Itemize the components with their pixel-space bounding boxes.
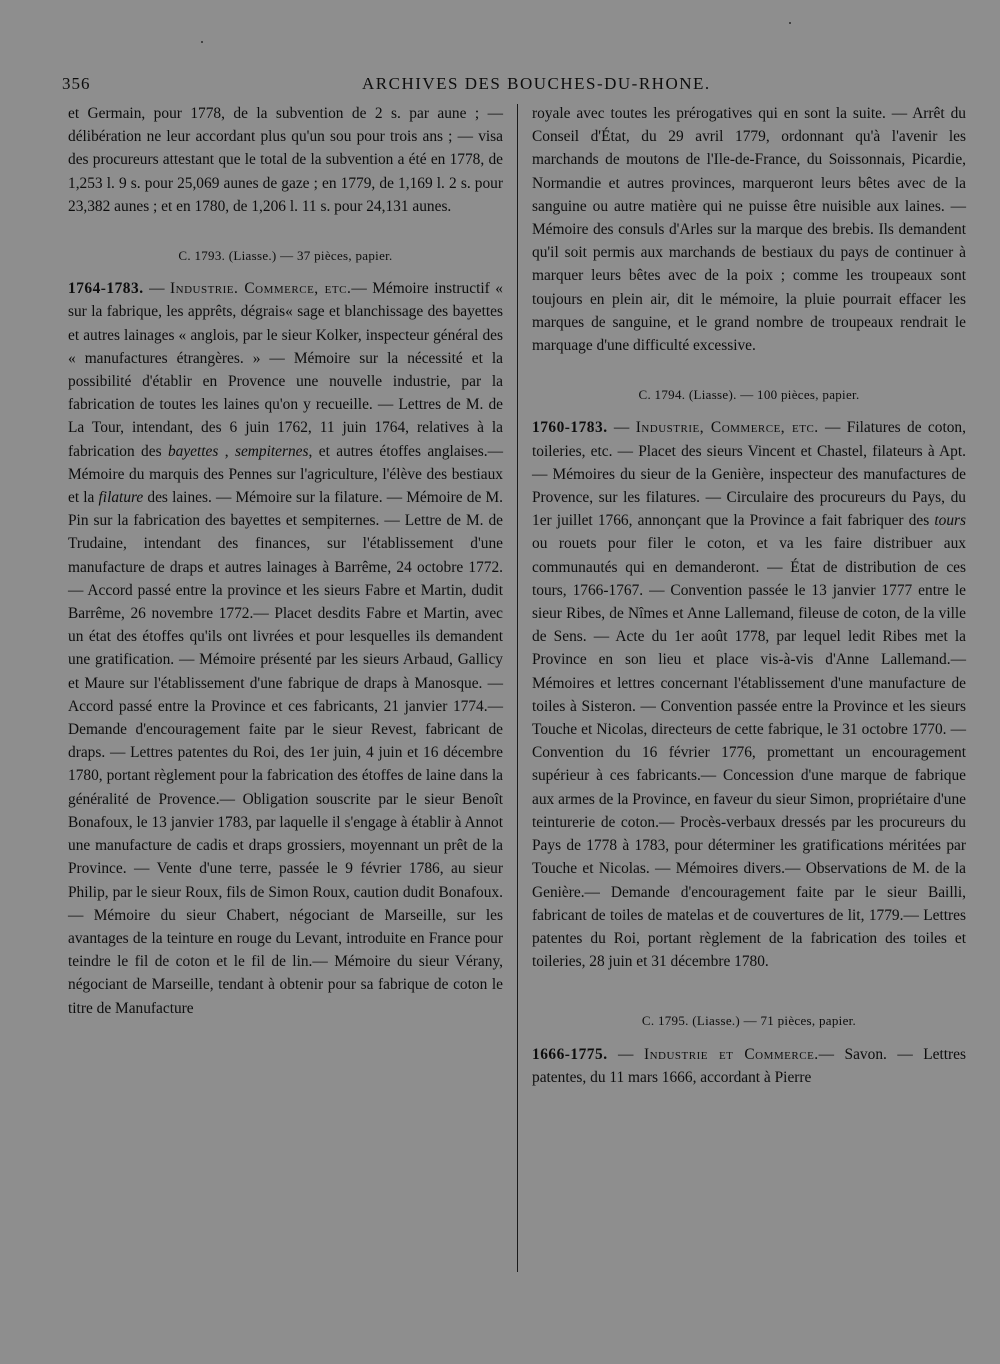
entry-text: — Mémoire instructif « sur la fabrique, les apprêts, dégrais« sage et blanchissage des bayettes et autres lainages « anglois, par le sieur Kolker, inspecteur général des « manufactures étrangères. » — Mémoire sur la nécessité et la possibilité d'établir en Provence une nouvelle industrie, par la fabrication de toutes les laines qu'on y recueille. — Lettres de M. de La Tour, intendant, des 6 juin 1762, 11 juin 1764, relatives à la fabrication des [68,280,503,460]
page-speck [201,41,203,43]
cote-c1793: C. 1793. (Liasse.) — 37 pièces, papier. [178,248,393,264]
entry-text: — Savon. — Lettres patentes, du 11 mars 1666, accordant à Pierre [532,1045,966,1086]
page-number: 356 [62,74,91,93]
right-continuation-paragraph: royale avec toutes les prérogatives qui en sont la suite. — Arrêt du Conseil d'État, du 29 avril 1779, ordonnant qu'à l'avenir les marchands de moutons de l'Ile-de-France, du Soissonnais, Picardie, Normandie et autres provinces, marqueront leurs bêtes avec de la sanguine ou autre matière qui ne puisse être nuisible aux laines. — Mémoire des consuls d'Arles sur la marque des brebis. Ils demandent qu'il soit permis aux marchands de bestiaux du pays de continuer à marquer leurs bêtes avec de la poix ; comme les troupeaux sont toujours en plein air, dit le mémoire, la pluie pourrait effacer les marques de sanguine, et le grand nombre de troupeaux rendrait le marquage d'une difficulté excessive. [532,105,966,355]
entry-c1795 [532,1043,966,1089]
entry-c1793 [68,277,503,1020]
cote-c1794: C. 1794. (Liasse). — 100 pièces, papier. [638,387,860,403]
entry-italic-term: sempiternes [234,442,309,460]
entry-italic-term: bayettes [167,442,219,460]
entry-dash: — [607,419,636,437]
left-continuation-paragraph: et Germain, pour 1778, de la subvention de 2 s. par aune ; — délibération ne leur accordant plus qu'un sou pour trois ans ; — visa des procureurs attestant que le total de la subvention a été en 1778, de 1,253 l. 9 s. pour 25,069 aunes de gaze ; en 1779, de 1,169 l. 2 s. pour 23,382 aunes ; et en 1780, de 1,206 l. 11 s. pour 24,131 aunes. [68,105,503,215]
right-column [532,102,966,1089]
page-speck [789,22,791,24]
entry-text: , et autres étoffes anglaises.— Mémoire du marquis des Pennes sur l'agriculture, l'élève des bestiaux et la [68,442,503,507]
entry-dash: — [143,280,171,298]
running-title: ARCHIVES DES BOUCHES-DU-RHONE. [362,74,711,93]
entry-dates: 1666-1775. [532,1045,608,1063]
left-column [68,102,503,1020]
cote-c1795: C. 1795. (Liasse.) — 71 pièces, papier. [641,1013,857,1029]
entry-c1794 [532,416,966,973]
entry-dash: — [607,1045,644,1063]
entry-category: Industrie. Commerce, etc. [170,280,352,298]
entry-category: Industrie, Commerce, etc. [635,419,819,437]
entry-italic-term: tours [934,512,966,530]
entry-text: — Filatures de coton, toileries, etc. — Placet des sieurs Vincent et Chastel, filateurs à Apt. — Mémoires du sieur de la Genière, inspecteur des manufactures de Provence, sur les filatures. — Circulaire des procureurs du Pays, du 1er juillet 1766, annonçant que la Province a fait fabriquer des [532,419,966,530]
entry-italic-term: filature [98,489,144,507]
entry-dates: 1764-1783. [68,280,144,298]
entry-text: , [218,442,235,460]
entry-text: des laines. — Mémoire sur la filature. — Mémoire de M. Pin sur la fabrication des bayettes et sempiternes. — Lettre de M. de Trudaine, intendant des finances, sur l'établissement d'une manufacture de draps et autres lainages à Barrême, 24 octobre 1772.— Accord passé entre la province et les sieurs Fabre et Martin, dudit Barrême, 26 novembre 1772.— Placet desdits Fabre et Martin, avec un état des étoffes qu'ils ont livrées et pour lesquelles ils demandent une gratification. — Mémoire présenté par les sieurs Arbaud, Gallicy et Maure sur l'établissement d'une fabrique de draps à Manosque. — Accord passé entre la Province et ces fabricants, 21 janvier 1774.— Demande d'encouragement faite par le sieur Revest, fabricant de draps. — Lettres patentes du Roi, des 1er juin, 4 juin et 16 décembre 1780, portant règlement pour la fabrication des étoffes de laine dans la généralité de Provence.— Obligation souscrite par le sieur Benoît Bonafoux, le 13 janvier 1783, par laquelle il s'engage à établir à Annot une manufacture de cadis et draps grossiers, moyennant un prêt de la Province. — Vente d'une terre, passée le 9 février 1786, au sieur Philip, par le sieur Roux, fils de Simon Roux, caution dudit Bonafoux. — Mémoire du sieur Chabert, négociant de Marseille, sur les avantages de la teinture en rouge du Levant, introduite en France pour teindre le fil de coton et le fil de lin.— Mémoire du sieur Vérany, négociant de Marseille, tendant à obtenir pour sa fabrique de coton le titre de Manufacture [68,489,503,1017]
column-divider [517,104,518,1272]
page-header [62,74,942,98]
entry-text: ou rouets pour filer le coton, et va les faire distribuer aux communautés qui en demanderont. — État de distribution de ces tours, 1766-1767. — Convention passée le 13 janvier 1777 entre le sieur Ribes, de Nîmes et Anne Lallemand, fileuse de coton, de la ville de Sens. — Acte du 1er août 1778, par lequel ledit Ribes met la Province en son lieu et place vis-à-vis d'Anne Lallemand.— Mémoires et lettres concernant l'établissement d'une manufacture de toiles à Sisteron. — Convention passée entre la Province et les sieurs Touche et Nicolas, directeurs de cette fabrique, le 31 octobre 1770. — Convention du 16 février 1776, promettant un encouragement supérieur à ces fabricants.— Concession d'une marque de fabrique aux armes de la Province, en faveur du sieur Simon, propriétaire d'une teinturerie de coton.— Procès-verbaux dressés par les procureurs du Pays de 1778 à 1783, pour déterminer les gratifications méritées par Touche et Nicolas. — Mémoires divers.— Observations de M. de la Genière.— Demande d'encouragement faite par le sieur Bailli, fabricant de toiles de matelas et de couvertures de lit, 1779.— Lettres patentes du Roi, portant règlement de la fabrication des toiles et toileries, 28 juin et 31 décembre 1780. [532,535,966,971]
entry-category: Industrie et Commerce. [643,1045,819,1063]
entry-dates: 1760-1783. [532,419,608,437]
